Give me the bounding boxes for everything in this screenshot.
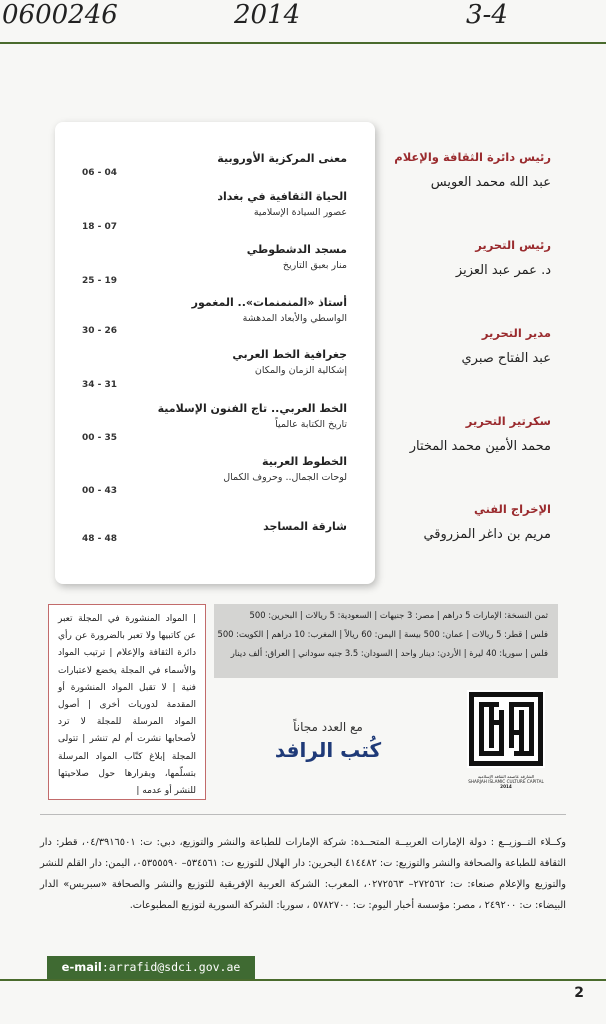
- toc-title: الخطوط العربية: [262, 455, 347, 468]
- free-book-promo: [268, 720, 388, 762]
- staff-name: د. عمر عبد العزيز: [455, 263, 551, 278]
- staff-role: مدير التحرير: [481, 326, 551, 340]
- email-label: e-mail: [61, 960, 102, 974]
- toc-title: الخط العربي.. تاج الفنون الإسلامية: [157, 402, 347, 415]
- toc-subtitle: لوحات الجمال.. وحروف الكمال: [223, 472, 347, 483]
- kufic-logo-icon: [467, 690, 545, 768]
- staff-name: محمد الأمين محمد المختار: [409, 439, 551, 454]
- toc-pages: 30 - 26: [82, 326, 118, 336]
- handwritten-year: 2014: [234, 0, 301, 30]
- staff-role: الإخراج الفني: [473, 502, 551, 516]
- toc-subtitle: إشكالية الزمان والمكان: [254, 365, 347, 376]
- promo-book-title: كُتب الرافد: [274, 738, 382, 762]
- toc-pages: 06 - 04: [82, 168, 118, 178]
- promo-with-issue: مع العدد مجاناً: [293, 720, 363, 734]
- handwritten-issue: 3-4: [466, 0, 508, 30]
- distributors-text: وكــلاء التــوزيــع : دولة الإمارات العربيــة المتحــدة: شركة الإمارات للطباعة والنشر والتوزيع، دبي: ت: ٠٤/٣٩١٦٥٠١، قطر: دار الثقافة للطباعة والصحافة والنشر والتوزيع: ت: ٤١٤٤٨٢ البحرين: دار الهلال للتوزيع ت: ٥٣٤٥٦١– ٠٥٣٥٥٥٩٠، اليمن: دار القلم للنشر والتوزيع والإعلام صنعاء: ت: ٢٧٢٥٦٢– ٠٢٧٢٥٦٣، المغرب: الشركة العربية الإفريقية للتوزيع والنشر والصحافة «سبريس» الدار البيضاء: ت: ٢٤٩٢٠٠ ، مصر: مؤسسة أخبار اليوم: ت: ٥٧٨٢٧٠٠ ، سوريا: الشركة السورية لتوزيع المطبوعات.: [40, 837, 567, 911]
- logo-caption-en: SHARJAH ISLAMIC CULTURE CAPITAL: [468, 779, 544, 785]
- toc-title: شارقة المساجد: [263, 520, 347, 533]
- toc-title: الحياة الثقافية في بغداد: [217, 190, 347, 203]
- bottom-divider: [0, 979, 606, 981]
- toc-pages: 48 - 48: [82, 534, 118, 544]
- staff-name: عبد الفتاح صبري: [461, 351, 551, 366]
- price-line: فلس | سوريا: 40 ليرة | الأردن: دينار واحد | السودان: 3.5 جنيه سوداني | العراق: ألف دينار: [230, 648, 548, 658]
- staff-name: مريم بن داغر المزروقي: [423, 527, 551, 542]
- logo-year: 2014: [500, 784, 512, 790]
- logo-caption-ar: الشارقة عاصمة الثقافة الإسلامية: [477, 774, 535, 779]
- staff-role: سكرتير التحرير: [465, 414, 551, 428]
- toc-title: مسجد الدشطوطي: [246, 243, 347, 256]
- table-of-contents: [55, 122, 375, 584]
- toc-title: جغرافية الخط العربي: [232, 348, 347, 361]
- handwritten-code: 0600246: [2, 0, 118, 30]
- toc-subtitle: عصور السيادة الإسلامية: [253, 207, 347, 218]
- staff-role: رئيس دائرة الثقافة والإعلام: [394, 150, 551, 164]
- staff-role: رئيس التحرير: [475, 238, 551, 252]
- price-box: [214, 604, 558, 678]
- email-colon: :: [101, 960, 109, 974]
- page-number: 2: [574, 985, 584, 1001]
- email-address[interactable]: arrafid@sdci.gov.ae: [108, 960, 241, 974]
- toc-title: معنى المركزية الأوروبية: [217, 152, 347, 165]
- toc-pages: 18 - 07: [82, 222, 118, 232]
- toc-subtitle: الواسطي والأبعاد المدهشة: [242, 313, 347, 324]
- toc-pages: 00 - 35: [82, 433, 118, 443]
- toc-pages: 00 - 43: [82, 486, 118, 496]
- price-line: ثمن النسخة: الإمارات 5 دراهم | مصر: 3 جنيهات | السعودية: 5 ريالات | البحرين: 500: [249, 610, 548, 620]
- toc-subtitle: منار بعبق التاريخ: [282, 260, 347, 271]
- toc-title: أستاذ «المنمنمات».. المغمور: [191, 296, 347, 309]
- staff-name: عبد الله محمد العويس: [430, 175, 551, 190]
- toc-pages: 25 - 19: [82, 276, 118, 286]
- section-divider: [40, 814, 566, 815]
- sharjah-culture-logo: [458, 690, 554, 800]
- toc-subtitle: تاريخ الكتابة عالمياً: [275, 419, 347, 430]
- email-badge[interactable]: [47, 956, 255, 979]
- price-line: فلس | قطر: 5 ريالات | عمان: 500 بيسة | اليمن: 60 ريالاً | المغرب: 10 دراهم | الكويت: 500: [217, 629, 548, 639]
- disclaimer-box: | المواد المنشورة في المجلة تعبر عن كاتبيها ولا تعبر بالضرورة عن رأي دائرة الثقافة والإعلام | ترتيب المواد والأسماء في المجلة يخضع لاعتبارات فنية | لا تقبل المواد المنشورة أو المقدمة لدوريات أخرى | أصول المواد المرسلة للمجلة لا ترد لأصحابها نشرت أم لم تنشر | تتولى المجلة إبلاغ كتّاب المواد المرسلة بتسلّمها، وبقرارها حول صلاحيتها للنشر أو عدمه |: [48, 604, 206, 800]
- top-divider: [0, 42, 606, 44]
- toc-pages: 34 - 31: [82, 380, 118, 390]
